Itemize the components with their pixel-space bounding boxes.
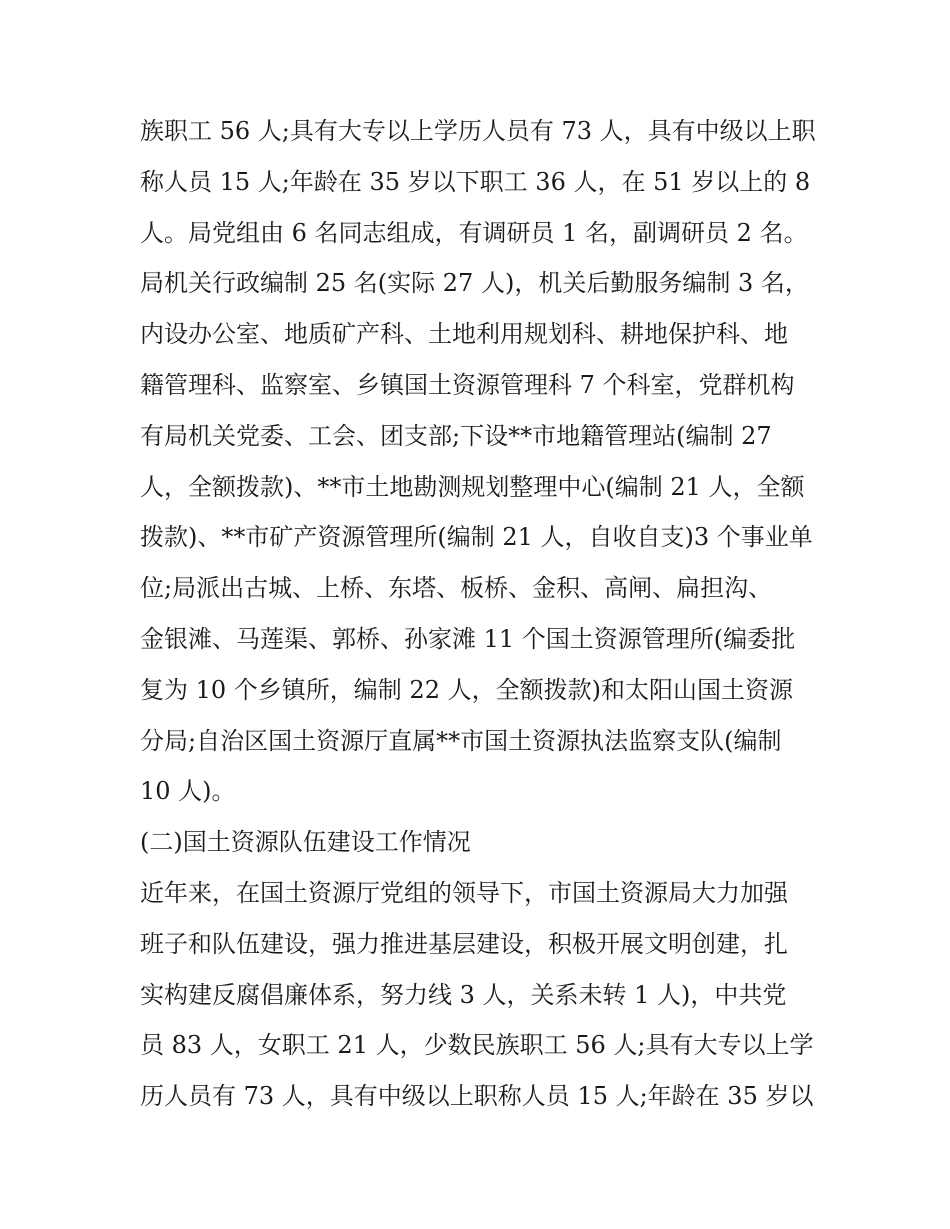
text-line: 族职工 56 人;具有大专以上学历人员有 73 人，具有中级以上职 <box>140 117 816 145</box>
text-line: 位;局派出古城、上桥、东塔、板桥、金积、高闸、扁担沟、 <box>140 574 773 603</box>
text-line: 实构建反腐倡廉体系，努力线 3 人，关系未转 1 人)，中共党 <box>140 980 787 1009</box>
text-line: 金银滩、马莲渠、郭桥、孙家滩 11 个国土资源管理所(编委批 <box>140 624 796 653</box>
text-line: 称人员 15 人;年龄在 35 岁以下职工 36 人，在 51 岁以上的 8 <box>140 167 811 196</box>
body-text <box>140 106 820 1122</box>
text-line: 人，全额拨款)、**市土地勘测规划整理中心(编制 21 人，全额 <box>140 472 805 501</box>
text-line: 人。局党组由 6 名同志组成，有调研员 1 名，副调研员 2 名。 <box>140 218 808 247</box>
text-line: 历人员有 73 人，具有中级以上职称人员 15 人;年龄在 35 岁以 <box>140 1082 814 1111</box>
text-line: 拨款)、**市矿产资源管理所(编制 21 人，自收自支)3 个事业单 <box>140 523 813 552</box>
text-line: 班子和队伍建设，强力推进基层建设，积极开展文明创建，扎 <box>140 929 788 958</box>
section-heading: (二)国土资源队伍建设工作情况 <box>140 828 471 857</box>
text-line: 内设办公室、地质矿产科、土地利用规划科、耕地保护科、地 <box>140 320 788 349</box>
text-line: 有局机关党委、工会、团支部;下设**市地籍管理站(编制 27 <box>140 421 772 450</box>
text-line: 局机关行政编制 25 名(实际 27 人)，机关后勤服务编制 3 名， <box>140 269 809 298</box>
text-line: 近年来，在国土资源厅党组的领导下，市国土资源局大力加强 <box>140 878 788 907</box>
text-line: 籍管理科、监察室、乡镇国土资源管理科 7 个科室，党群机构 <box>140 370 795 399</box>
text-line: 分局;自治区国土资源厅直属**市国土资源执法监察支队(编制 <box>140 726 782 755</box>
text-line: 10 人)。 <box>140 777 236 806</box>
text-line: 复为 10 个乡镇所，编制 22 人，全额拨款)和太阳山国土资源 <box>140 675 793 704</box>
text-line: 员 83 人，女职工 21 人，少数民族职工 56 人;具有大专以上学 <box>140 1031 814 1060</box>
